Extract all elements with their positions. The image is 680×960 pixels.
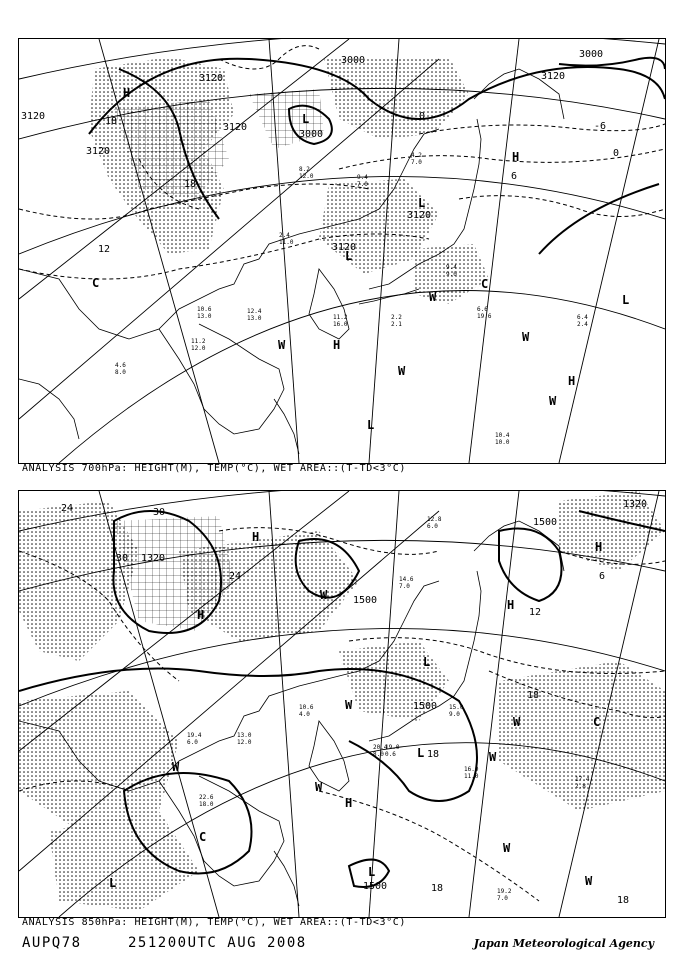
system-letter: H [568,374,576,388]
station-plot [446,264,457,278]
station-plot [199,794,214,808]
station-plot [495,432,510,446]
system-letter: L [417,746,425,760]
height-contour [499,529,562,602]
station-temp: 10.6 [299,704,314,711]
station-dewpoint-depression: 16.0 [333,321,348,328]
station-dewpoint-depression: 12.0 [191,345,206,352]
station-dewpoint-depression: 18.0 [199,801,214,808]
system-letter: H [252,530,260,544]
contour-label: 12 [98,244,111,255]
contour-label: 1500 [413,701,438,712]
station-temp: 11.2 [191,338,206,345]
contour-label: 24 [229,571,242,582]
contour-label: -6 [594,121,607,132]
system-letter: C [593,715,601,729]
system-letter: C [92,276,100,290]
system-letter: W [315,780,323,794]
station-dewpoint-depression: 10.0 [495,439,510,446]
map-850-canvas [19,491,665,917]
contour-label: 1500 [353,595,378,606]
system-letter: W [429,290,437,304]
station-dewpoint-depression: 6.0 [427,523,438,530]
caption-700hpa: ANALYSIS 700hPa: HEIGHT(M), TEMP(°C), WET AREA::(T-TD<3°C) [22,463,406,474]
station-plot [299,704,314,718]
station-temp: 2.2 [391,314,402,321]
station-temp: 4.6 [115,362,126,369]
contour-label: 24 [61,503,74,514]
valid-time: 251200UTC AUG 2008 [128,935,307,951]
contour-label: 3120 [332,242,357,253]
system-letter: H [333,338,341,352]
station-temp: 6.6 [477,306,488,313]
station-plot [191,338,206,352]
station-temp: 12.4 [247,308,262,315]
station-dewpoint-depression: 11.0 [279,239,294,246]
station-temp: 11.2 [333,314,348,321]
system-letter: W [172,760,180,774]
system-letter: W [585,874,593,888]
temperature-isotherm [419,124,665,134]
station-temp: 9.4 [357,174,368,181]
system-letter: W [278,338,286,352]
contour-label: 3120 [407,210,432,221]
station-temp: 19.0 [385,744,400,751]
station-dewpoint-depression: 4.0 [299,711,310,718]
system-letter: H [595,540,603,554]
analysis-850hpa-map [18,490,666,918]
station-plot [427,516,442,530]
station-plot [391,314,402,328]
station-plot [247,308,262,322]
station-plot [197,306,212,320]
station-dewpoint-depression: 2.1 [391,321,402,328]
contour-label: 1500 [363,881,388,892]
system-letter: W [522,330,530,344]
station-plot [399,576,414,590]
system-letter: W [320,588,328,602]
contour-label: 6 [511,171,518,182]
station-temp: 8.2 [299,166,310,173]
contour-label: 18 [184,179,197,190]
station-dewpoint-depression: 8.0 [115,369,126,376]
system-letter: H [123,86,131,100]
wet-area [559,491,665,571]
station-dewpoint-depression: 6.0 [187,739,198,746]
station-dewpoint-depression: 8.0 [373,751,384,758]
system-letter: L [418,196,426,210]
station-temp: 4.2 [411,152,422,159]
system-letter: L [302,112,310,126]
contour-label: 3000 [299,129,324,140]
station-temp: 16.0 [464,766,479,773]
contour-label: 1320 [623,499,648,510]
station-temp: 22.6 [199,794,214,801]
station-dewpoint-depression: 12.0 [299,173,314,180]
station-dewpoint-depression: 0.6 [385,751,396,758]
station-plot [237,732,252,746]
station-dewpoint-depression: 19.6 [477,313,492,320]
station-plot [477,306,492,320]
station-temp: 15.0 [449,704,464,711]
system-letter: L [622,293,630,307]
system-letter: W [549,394,557,408]
system-letter: H [512,150,520,164]
contour-label: 30 [116,553,129,564]
station-dewpoint-depression: 7.0 [497,895,508,902]
station-plot [497,888,512,902]
contour-label: 0 [613,148,620,159]
system-letter: L [367,418,375,432]
station-temp: 13.0 [237,732,252,739]
station-temp: 10.6 [197,306,212,313]
system-letter: W [503,841,511,855]
station-temp: 9.4 [446,264,457,271]
station-plot [449,704,464,718]
station-dewpoint-depression: 7.0 [399,583,410,590]
station-temp: 17.4 [575,776,590,783]
station-dewpoint-depression: 12.0 [237,739,252,746]
station-dewpoint-depression: 13.0 [197,313,212,320]
contour-label: 3120 [21,111,46,122]
station-temp: 19.4 [187,732,202,739]
station-plot [357,174,368,188]
contour-label: 18 [527,690,540,701]
system-letter: W [513,715,521,729]
contour-label: 3000 [341,55,366,66]
station-temp: 20.4 [373,744,388,751]
contour-label: 3000 [579,49,604,60]
contour-label: 3120 [86,146,111,157]
system-letter: L [423,655,431,669]
contour-label: 18 [617,895,630,906]
system-letter: W [345,698,353,712]
station-plot [115,362,126,376]
station-temp: 2.4 [279,232,290,239]
contour-label: 18 [105,116,118,127]
station-plot [464,766,479,780]
station-plot [187,732,202,746]
contour-label: 3120 [541,71,566,82]
cold-area-hatch [249,89,324,149]
chart-id: AUPQ78 [22,935,82,951]
station-dewpoint-depression: 13.0 [247,315,262,322]
contour-label: 30 [153,507,166,518]
system-letter: H [197,608,205,622]
system-letter: C [199,830,207,844]
station-plot [333,314,348,328]
station-dewpoint-depression: 9.0 [449,711,460,718]
coastline [159,324,284,434]
station-plot [385,744,400,758]
contour-label: 12 [529,607,542,618]
contour-label: 18 [427,749,440,760]
caption-850hpa: ANALYSIS 850hPa: HEIGHT(M), TEMP(°C), WET AREA::(T-TD<3°C) [22,917,406,928]
station-temp: 19.2 [497,888,512,895]
station-temp: 12.8 [427,516,442,523]
system-letter: L [345,249,353,263]
map-700-canvas [19,39,665,463]
contour-label: 6 [599,571,606,582]
height-contour [539,184,659,254]
contour-label: 1320 [141,553,166,564]
station-dewpoint-depression: 2.4 [577,321,588,328]
station-dewpoint-depression: 7.0 [357,181,368,188]
temperature-isotherm [459,196,665,217]
system-letter: H [507,598,515,612]
system-letter: H [345,796,353,810]
station-dewpoint-depression: 9.0 [446,271,457,278]
coastline-korea [309,269,349,339]
system-letter: L [109,876,117,890]
station-temp: 14.6 [399,576,414,583]
system-letter: L [368,865,376,879]
contour-label: 1500 [533,517,558,528]
station-temp: 6.4 [577,314,588,321]
wet-area [19,691,179,831]
station-plot [411,152,422,166]
contour-label: 18 [431,883,444,894]
station-dewpoint-depression: 2.8 [575,783,586,790]
contour-label: 3120 [223,122,248,133]
agency-name: Japan Meteorological Agency [473,937,654,950]
contour-label: 3120 [199,73,224,84]
contour-label: 0 [419,111,426,122]
station-dewpoint-depression: 11.0 [464,773,479,780]
system-letter: W [398,364,406,378]
station-plot [577,314,588,328]
system-letter: C [481,277,489,291]
station-plot [279,232,294,246]
analysis-700hpa-map [18,38,666,464]
station-temp: 10.4 [495,432,510,439]
station-dewpoint-depression: 7.0 [411,159,422,166]
system-letter: W [489,750,497,764]
coastline [19,379,79,439]
